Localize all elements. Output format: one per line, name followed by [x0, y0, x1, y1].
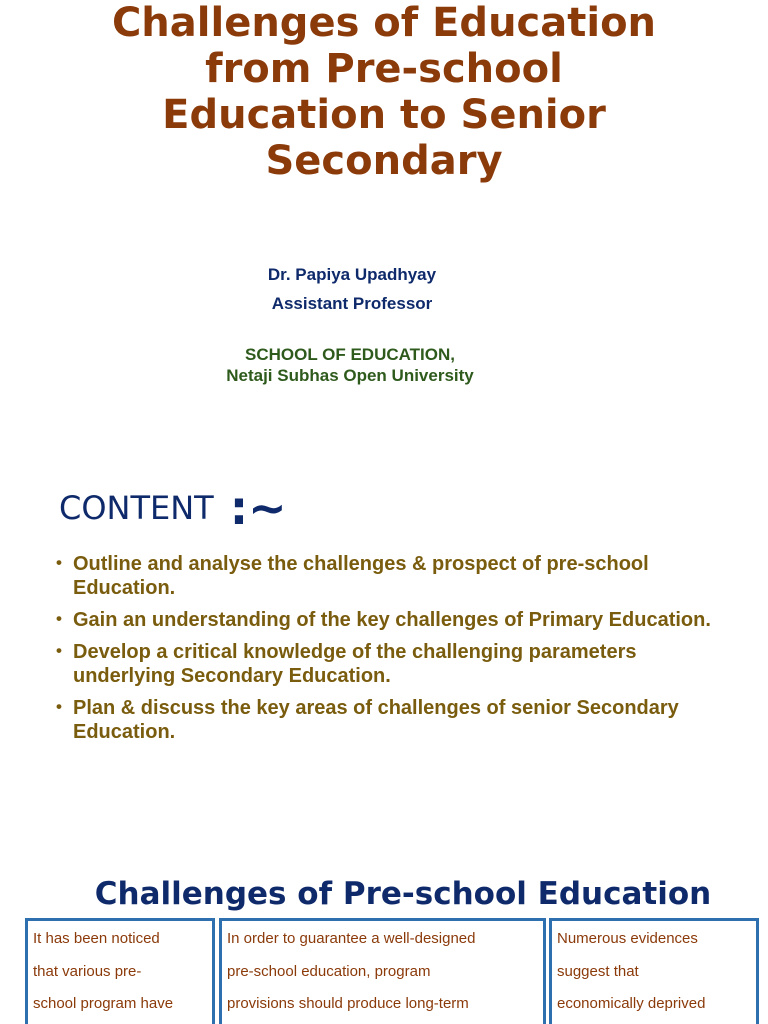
challenge-box [219, 918, 546, 1024]
main-title [0, 0, 768, 184]
content-heading-text: CONTENT [59, 489, 214, 527]
title-line: Secondary [265, 138, 503, 184]
title-slide [0, 0, 768, 420]
title-line: Challenges of Education [111, 0, 657, 46]
box-line: economically deprived [557, 995, 706, 1012]
list-item [56, 552, 736, 600]
content-heading [59, 480, 287, 536]
box-line: pre-school education, program [227, 962, 431, 980]
list-item [56, 608, 736, 632]
box-line: In order to guarantee a well-designed [227, 930, 476, 947]
challenge-box [549, 918, 759, 1024]
title-line: Education to Senior [162, 92, 606, 138]
bullet-text: Gain an understanding of the key challenges of Primary Education. [73, 609, 711, 631]
author-name: Dr. Papiya Upadhyay [267, 265, 437, 284]
bullet-icon: • [56, 553, 62, 572]
content-slide [0, 460, 768, 830]
box-line: It has been noticed [33, 930, 160, 947]
box-line: school program have [33, 995, 174, 1012]
author-role: Assistant Professor [271, 294, 433, 313]
box-line: Numerous evidences [557, 930, 698, 947]
list-item [56, 696, 736, 744]
box-line: suggest that [557, 962, 639, 980]
challenge-box [25, 918, 215, 1024]
title-line: from Pre-school [205, 46, 563, 92]
bullet-text: Develop a critical knowledge of the challenging parameters underlying Secondary Education. [73, 641, 637, 687]
bullet-text: Plan & discuss the key areas of challenges of senior Secondary Education. [73, 697, 679, 743]
section-heading: Challenges of Pre-school Education [94, 876, 712, 912]
bullet-icon: • [56, 641, 62, 660]
bullet-text: Outline and analyse the challenges & prospect of pre-school Education. [73, 553, 649, 599]
box-line: provisions should produce long-term [227, 995, 469, 1012]
content-heading-suffix: :~ [213, 481, 287, 535]
bullet-icon: • [56, 609, 62, 628]
school-name: SCHOOL OF EDUCATION, [245, 345, 455, 364]
bullet-icon: • [56, 697, 62, 716]
box-line: that various pre- [33, 962, 142, 980]
list-item [56, 640, 736, 688]
preschool-challenges-slide [0, 866, 768, 1024]
content-bullet-list [56, 552, 736, 752]
university-name: Netaji Subhas Open University [226, 366, 474, 385]
